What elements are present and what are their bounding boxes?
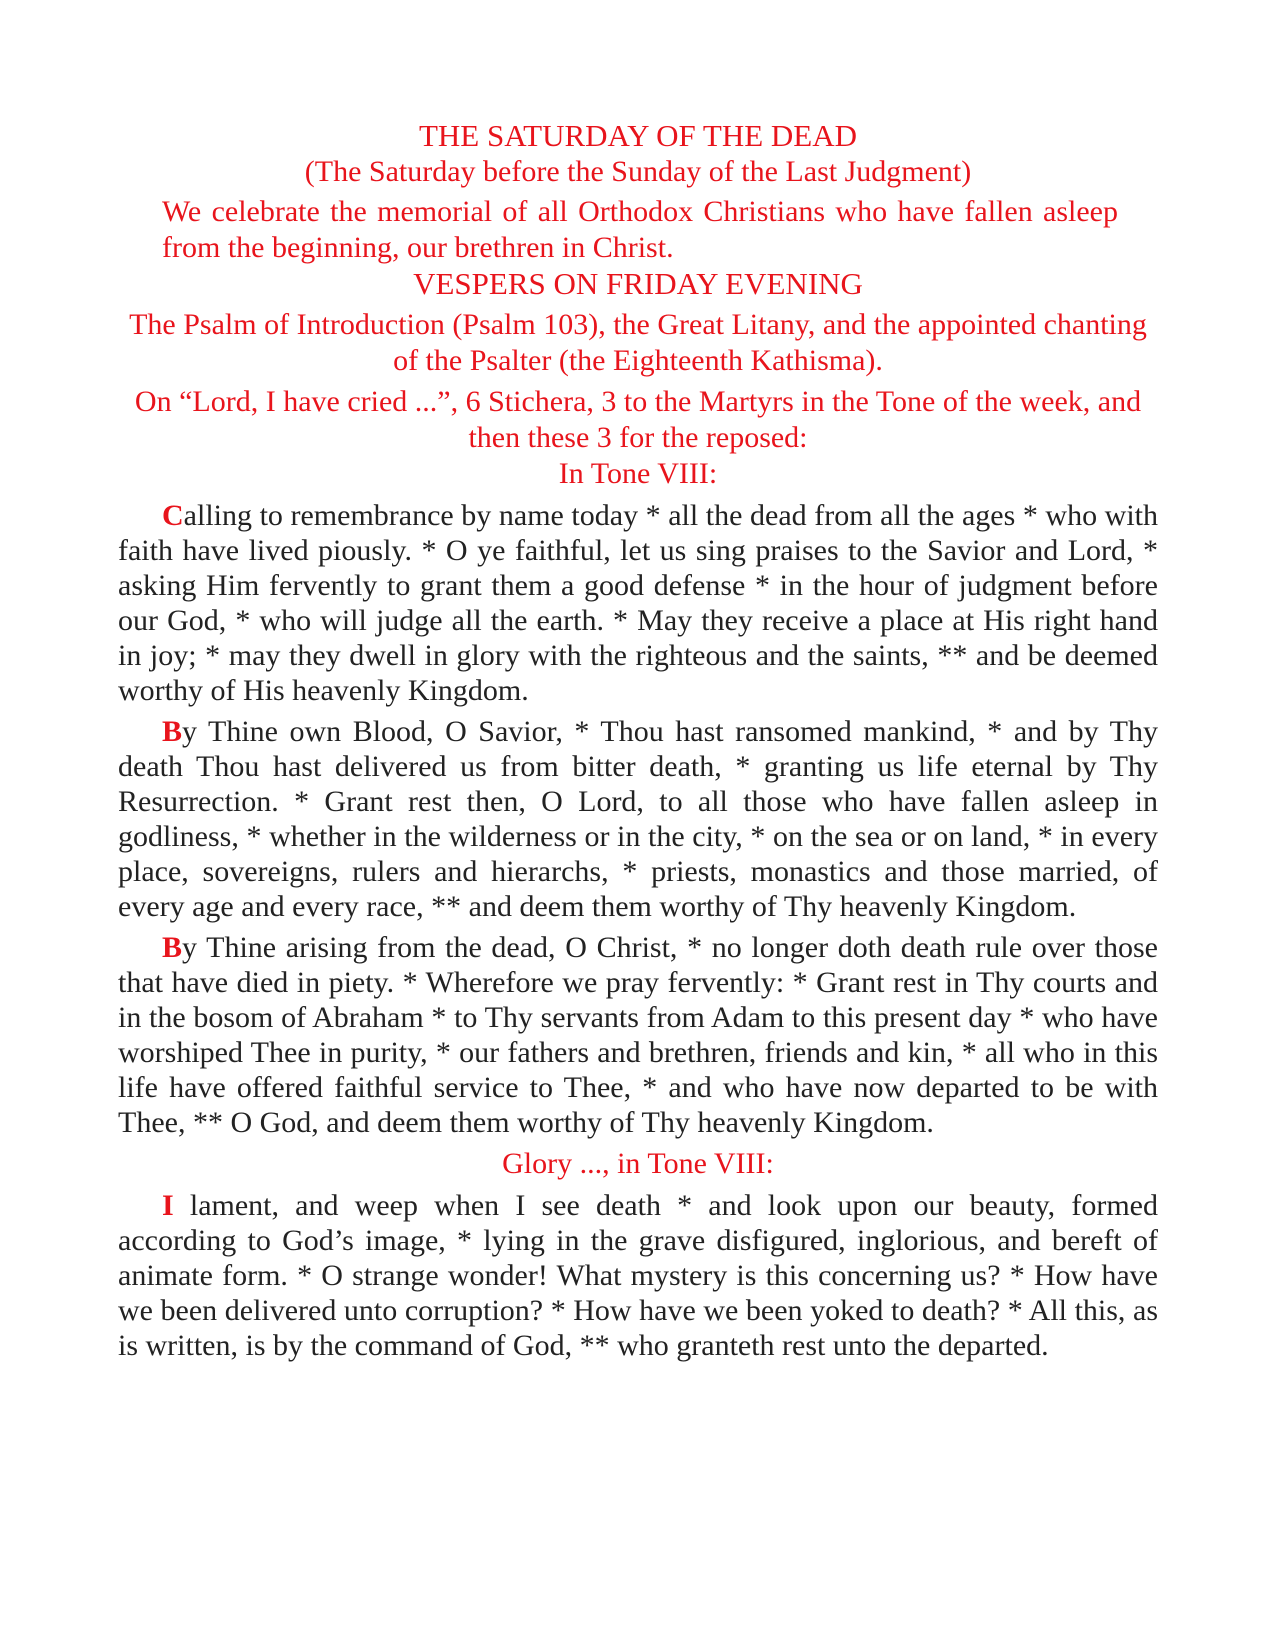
sticheron-2 — [118, 714, 1158, 924]
stichera-rubric: On “Lord, I have cried ...”, 6 Stichera, 3 to the Martyrs in the Tone of the week, and then these 3 for the reposed: — [134, 385, 1142, 454]
drop-initial: C — [162, 499, 184, 532]
drop-initial: B — [162, 715, 183, 748]
psalm-rubric: The Psalm of Introduction (Psalm 103), the Great Litany, and the appointed chanting of the Psalter (the Eighteenth Kathisma). — [129, 308, 1147, 377]
sticheron-text: alling to remembrance by name today * all the dead from all the ages * who with faith have lived piously. * O ye faithful, let us sing praises to the Savior and Lord, * asking Him fervently to grant them a good defense * in the hour of judgment before our God, * who will judge all the earth. * May they receive a place at His right hand in joy; * may they dwell in glory with the righteous and the saints, ** and be deemed worthy of His heavenly Kingdom. — [118, 499, 1158, 707]
page-title: THE SATURDAY OF THE DEAD — [418, 118, 858, 153]
sticheron-text: y Thine own Blood, O Savior, * Thou hast ransomed mankind, * and by Thy death Thou hast delivered us from bitter death, * granting us life eternal by Thy Resurrection. * Grant rest then, O Lord, to all those who have fallen asleep in godliness, * whether in the wilderness or in the city, * on the sea or on land, * in every place, sovereigns, rulers and hierarchs, * priests, monastics and those married, of every age and every race, ** and deem them worthy of Thy heavenly Kingdom. — [118, 715, 1158, 923]
page-subtitle: (The Saturday before the Sunday of the Last Judgment) — [304, 155, 972, 188]
glory-sticheron — [118, 1188, 1158, 1363]
document-page — [118, 118, 1158, 1363]
drop-initial: B — [162, 931, 183, 964]
tone-heading: In Tone VIII: — [558, 457, 718, 490]
glory-rubric: Glory ..., in Tone VIII: — [502, 1147, 774, 1180]
service-heading: VESPERS ON FRIDAY EVENING — [413, 266, 863, 301]
sticheron-1 — [118, 498, 1158, 708]
sticheron-3 — [118, 930, 1158, 1140]
drop-initial: I — [162, 1189, 174, 1222]
sticheron-text: lament, and weep when I see death * and look upon our beauty, formed according to God’s image, * lying in the grave disfigured, inglorious, and bereft of animate form. * O strange wonder! What mystery is this concerning us? * How have we been delivered unto corruption? * How have we been yoked to death? * All this, as is written, is by the command of God, ** who granteth rest unto the departed. — [118, 1189, 1158, 1362]
memorial-rubric: We celebrate the memorial of all Orthodox Christians who have fallen asleep from the beginning, our brethren in Christ. — [162, 195, 1118, 264]
sticheron-text: y Thine arising from the dead, O Christ, * no longer doth death rule over those that have died in piety. * Wherefore we pray fervently: * Grant rest in Thy courts and in the bosom of Abraham * to Thy servants from Adam to this present day * who have worshiped Thee in purity, * our fathers and brethren, friends and kin, * all who in this life have offered faithful service to Thee, * and who have now departed to be with Thee, ** O God, and deem them worthy of Thy heavenly Kingdom. — [118, 931, 1158, 1139]
